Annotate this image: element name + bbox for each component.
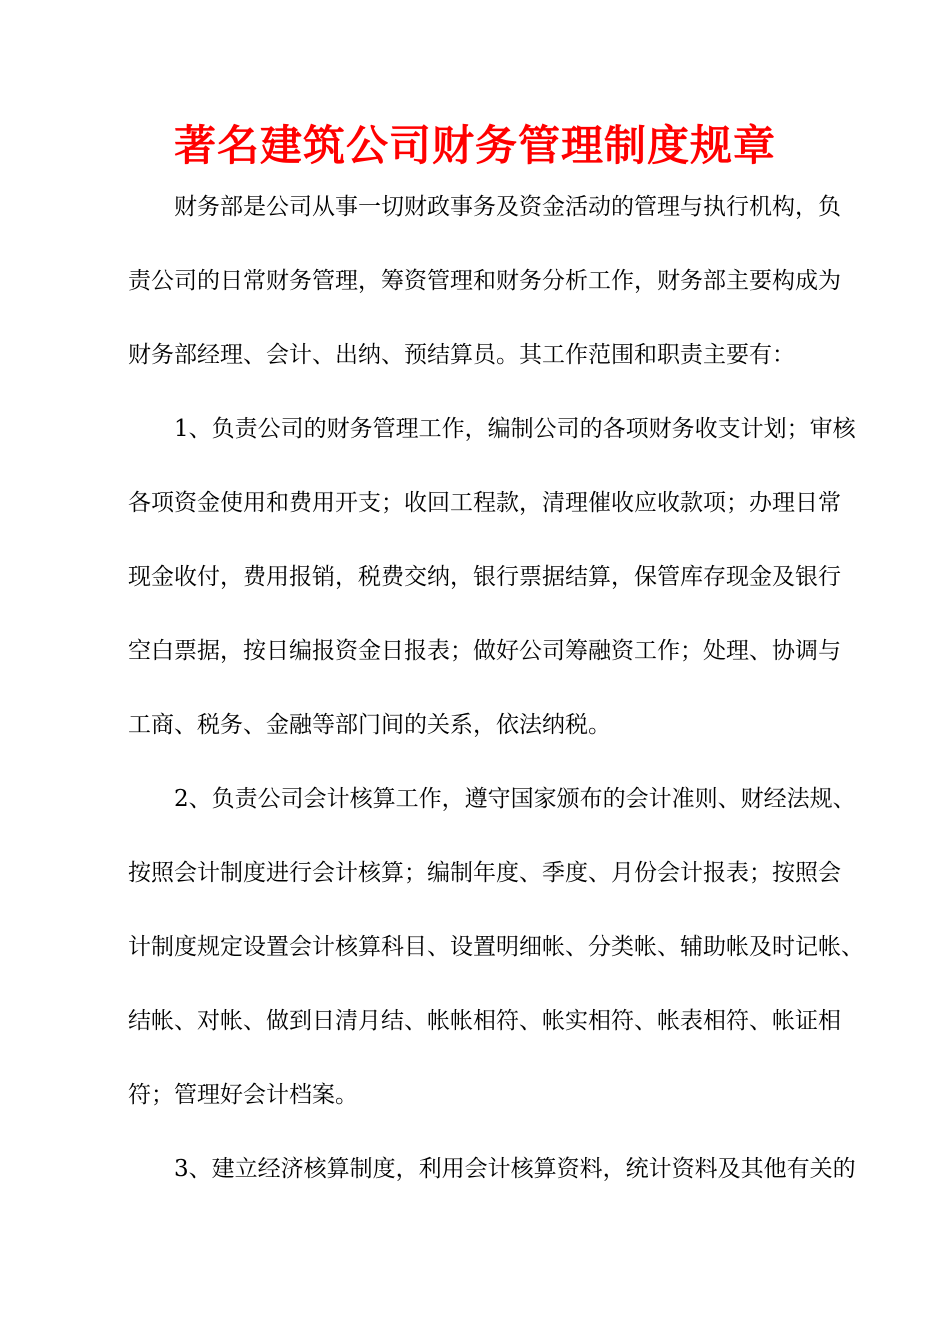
paragraph-line: 1、负责公司的财务管理工作，编制公司的各项财务收支计划；审核 xyxy=(174,416,856,442)
paragraph-line: 空白票据，按日编报资金日报表；做好公司筹融资工作；处理、协调与 xyxy=(128,638,841,664)
paragraph-line: 财务部是公司从事一切财政事务及资金活动的管理与执行机构，负 xyxy=(174,194,841,220)
paragraph-line: 工商、税务、金融等部门间的关系，依法纳税。 xyxy=(128,712,611,738)
paragraph-line: 2、负责公司会计核算工作，遵守国家颁布的会计准则、财经法规、 xyxy=(174,786,856,812)
paragraph-line: 3、建立经济核算制度，利用会计核算资料，统计资料及其他有关的 xyxy=(174,1156,856,1182)
paragraph-line: 计制度规定设置会计核算科目、设置明细帐、分类帐、辅助帐及时记帐、 xyxy=(128,934,864,960)
paragraph-line: 责公司的日常财务管理，筹资管理和财务分析工作，财务部主要构成为 xyxy=(128,268,841,294)
paragraph-line: 符；管理好会计档案。 xyxy=(128,1082,358,1108)
paragraph-line: 结帐、对帐、做到日清月结、帐帐相符、帐实相符、帐表相符、帐证相 xyxy=(128,1008,841,1034)
paragraph-line: 现金收付，费用报销，税费交纳，银行票据结算，保管库存现金及银行 xyxy=(128,564,841,590)
paragraph-line: 按照会计制度进行会计核算；编制年度、季度、月份会计报表；按照会 xyxy=(128,860,841,886)
paragraph-line: 各项资金使用和费用开支；收回工程款，清理催收应收款项；办理日常 xyxy=(128,490,841,516)
document-title: 著名建筑公司财务管理制度规章 xyxy=(173,121,776,170)
paragraph-line: 财务部经理、会计、出纳、预结算员。其工作范围和职责主要有： xyxy=(128,342,795,368)
